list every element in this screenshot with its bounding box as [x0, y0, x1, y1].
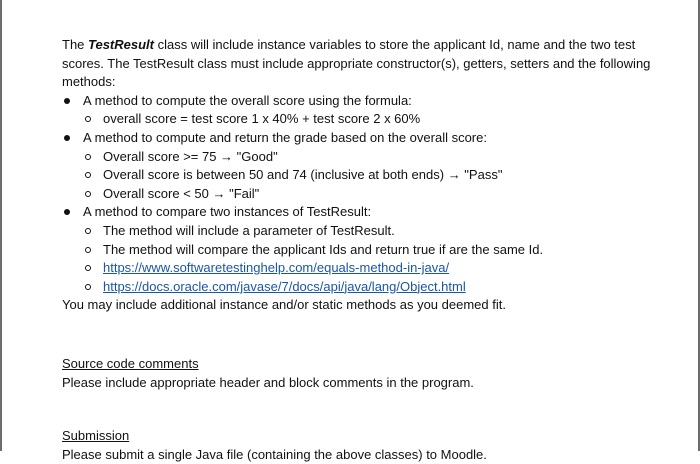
document-body — [62, 36, 662, 464]
method-label: A method to compare two instances of TestResult: — [83, 204, 372, 220]
submission-body: Please submit a single Java file (containing the above classes) to Moodle. — [62, 446, 487, 462]
intro-prefix: The — [62, 37, 89, 52]
subitem-text: Overall score < 50 → "Fail" — [103, 185, 260, 201]
source-comments-heading: Source code comments — [62, 355, 199, 371]
subitem — [83, 185, 662, 204]
subitem — [83, 241, 662, 260]
method-label: A method to compute and return the grade based on the overall score: — [83, 129, 487, 145]
circle-bullet-icon — [85, 228, 91, 234]
subitem — [83, 110, 662, 129]
subitem — [83, 259, 662, 278]
circle-bullet-icon — [85, 191, 91, 197]
circle-bullet-icon — [85, 154, 91, 160]
bullet-icon — [64, 98, 70, 104]
spacer — [62, 315, 662, 355]
subitem-text: Overall score is between 50 and 74 (inclusive at both ends) → "Pass" — [103, 167, 503, 183]
reference-link-oracle-docs[interactable]: https://docs.oracle.com/javase/7/docs/api/java/lang/Object.html — [103, 278, 466, 294]
bullet-icon — [64, 135, 70, 141]
circle-bullet-icon — [85, 284, 91, 290]
subitem-text: The method will compare the applicant Ids and return true if are the same Id. — [103, 241, 544, 257]
method-label: A method to compute the overall score using the formula: — [83, 92, 412, 108]
subitem-text: overall score = test score 1 x 40% + test score 2 x 60% — [103, 111, 421, 127]
bullet-icon — [64, 209, 70, 215]
method-subitems — [83, 148, 662, 204]
additional-note: You may include additional instance and/or static methods as you deemed fit. — [62, 297, 506, 313]
spacer — [62, 392, 662, 427]
method-subitems — [83, 222, 662, 296]
subitem — [83, 278, 662, 297]
circle-bullet-icon — [85, 265, 91, 271]
reference-link-softwaretestinghelp[interactable]: https://www.softwaretestinghelp.com/equals-method-in-java/ — [103, 260, 450, 276]
method-item — [62, 203, 662, 296]
circle-bullet-icon — [85, 172, 91, 178]
subitem — [83, 166, 662, 185]
method-item — [62, 129, 662, 203]
subitem — [83, 148, 662, 167]
source-comments-body: Please include appropriate header and block comments in the program. — [62, 374, 474, 390]
method-subitems — [83, 110, 662, 129]
circle-bullet-icon — [85, 247, 91, 253]
methods-list — [62, 92, 662, 297]
submission-heading: Submission — [62, 428, 130, 444]
intro-rest: class will include instance variables to store the applicant Id, name and the two test scores. The TestResult class must include appropriate constructor(s), getters, setters and the following methods: — [62, 37, 651, 90]
subitem-text: Overall score >= 75 → "Good" — [103, 148, 278, 164]
class-name: TestResult — [88, 37, 154, 52]
subitem — [83, 222, 662, 241]
circle-bullet-icon — [85, 116, 91, 122]
intro-paragraph — [62, 36, 662, 92]
method-item — [62, 92, 662, 129]
subitem-text: The method will include a parameter of TestResult. — [103, 222, 395, 238]
